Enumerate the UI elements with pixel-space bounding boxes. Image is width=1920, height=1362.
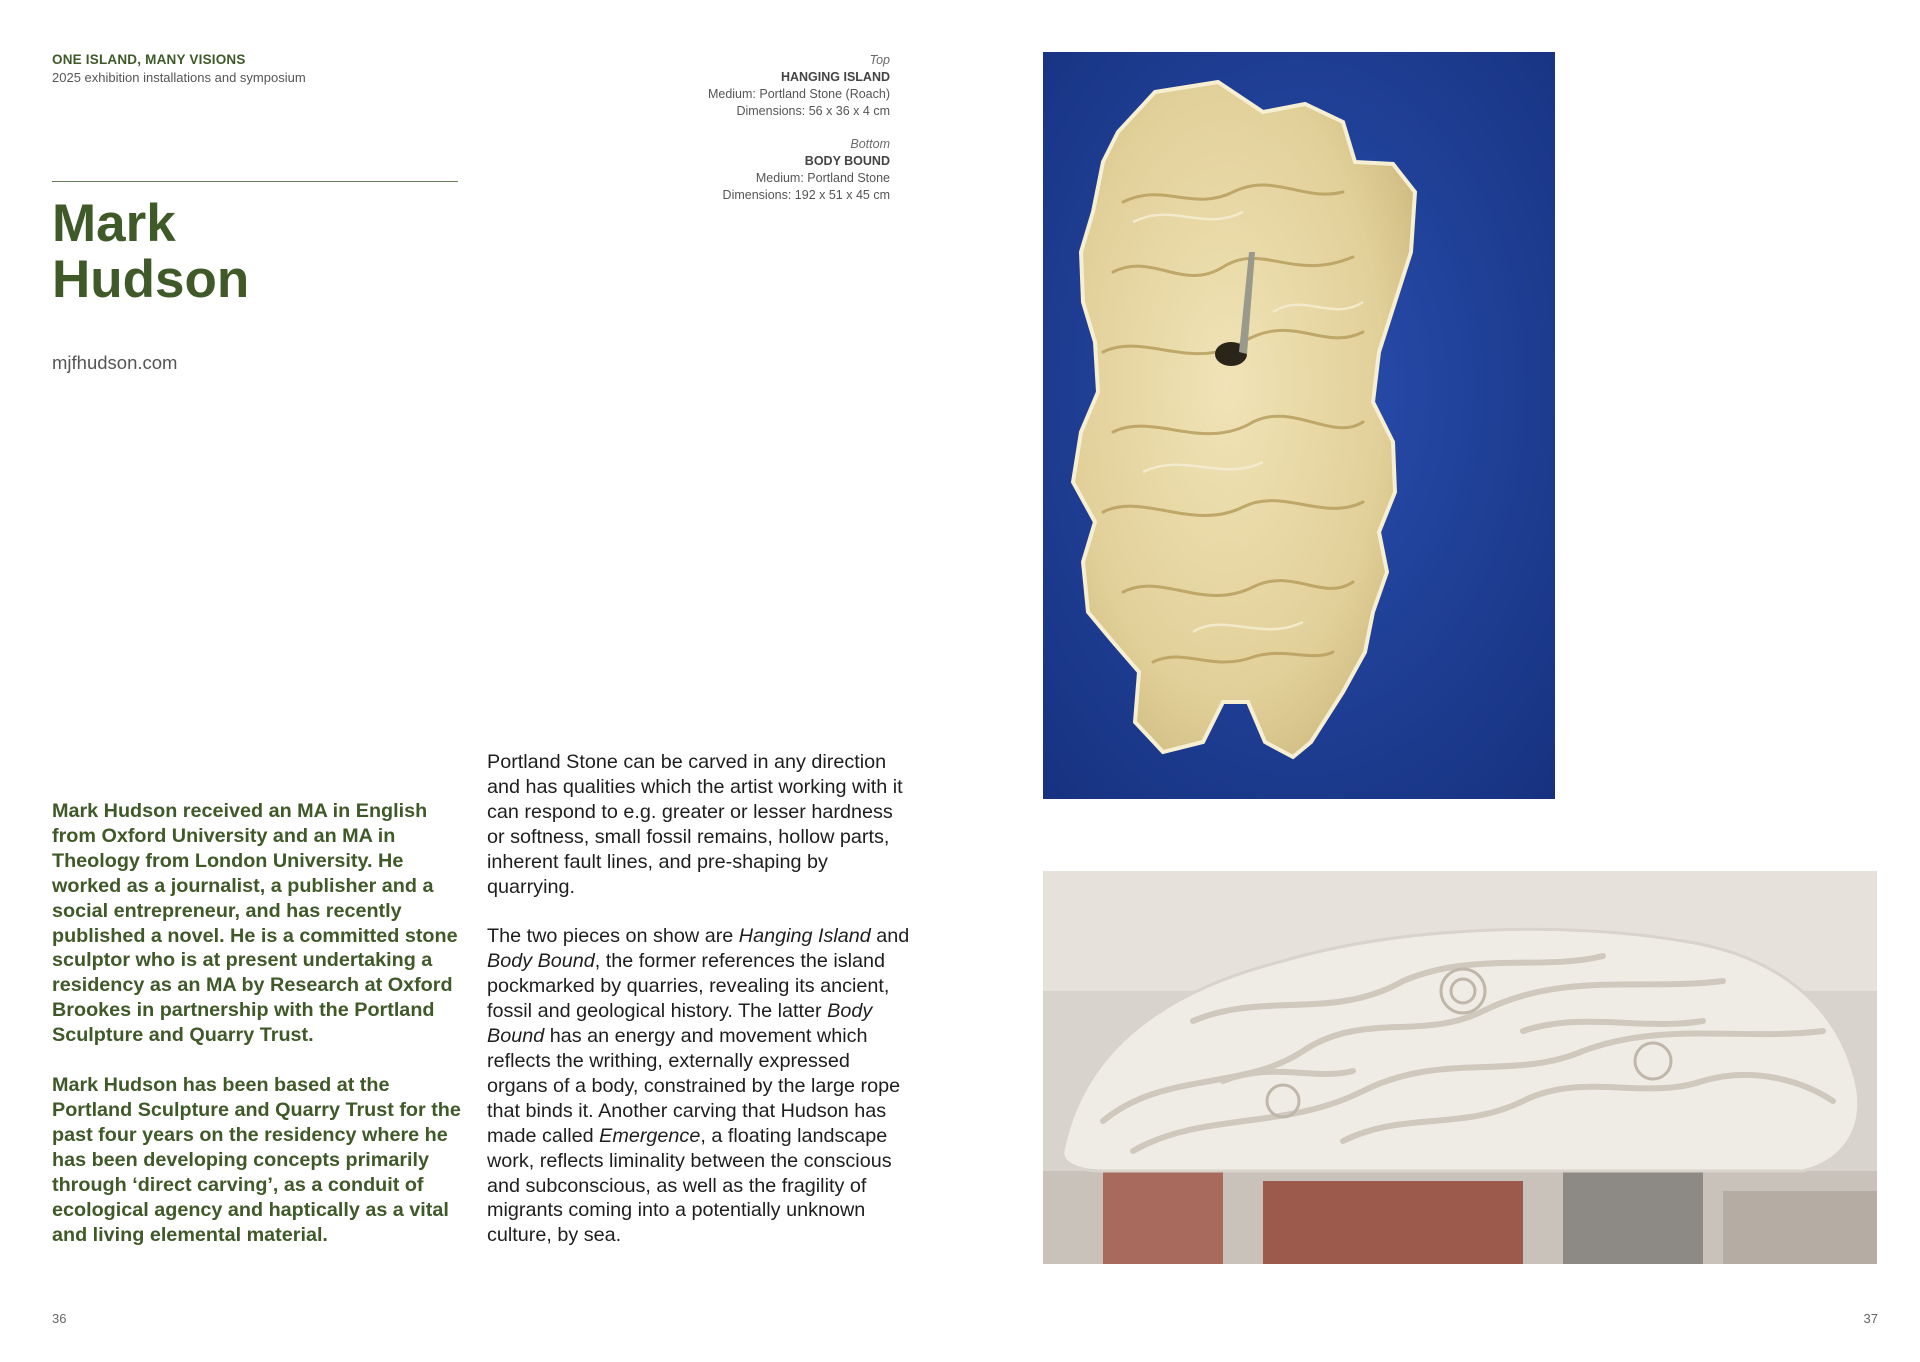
series-title: ONE ISLAND, MANY VISIONS [52,52,246,67]
caption-position: Bottom [850,137,890,151]
page-number-right: 37 [1863,1311,1878,1326]
artist-name [52,196,249,308]
work-title: Hanging Island [738,925,871,948]
artist-bio [52,799,472,1247]
text-run: The two pieces on show are [487,925,739,948]
text-run: , the former references the island pockmarked by quarries, revealing its ancient, fossil and geological history. The latter [487,950,890,1023]
artist-last-name: Hudson [52,250,250,309]
bio-paragraph: Mark Hudson has been based at the Portland Sculpture and Quarry Trust for the past four years on the residency where he has been developing concepts primarily through ‘direct carving’, as a conduit of ecological agency and haptically as a vital and living elemental material. [52,1074,461,1246]
hanging-island-photo [1043,52,1555,799]
work-title: Emergence [599,1124,701,1147]
caption-dimensions: Dimensions: 192 x 51 x 45 cm [722,188,890,202]
body-bound-illustration [1043,871,1877,1264]
text-run: and [870,925,910,948]
text-run: has an energy and movement which reflects the writhing, externally expressed organs of a body, constrained by the large rope that binds it. Another carving that Hudson has made called [487,1025,901,1147]
work-title: Body Bound [487,1000,873,1048]
divider-rule [52,181,458,182]
artist-first-name: Mark [52,194,176,253]
work-title: Body Bound [487,950,595,973]
caption-dimensions: Dimensions: 56 x 36 x 4 cm [736,104,890,118]
hanging-island-illustration [1043,52,1555,799]
artwork-description [487,750,912,1248]
page-number-left: 36 [52,1311,67,1326]
series-subtitle: 2025 exhibition installations and symposium [52,70,306,85]
caption-top [590,52,890,120]
caption-position: Top [869,53,890,67]
body-bound-photo [1043,871,1877,1264]
bio-paragraph: Mark Hudson received an MA in English from Oxford University and an MA in Theology from London University. He worked as a journalist, a publisher and a social entrepreneur, and has recently published a novel. He is a committed stone sculptor who is at present undertaking a residency as an MA by Research at Oxford Brookes in partnership with the Portland Sculpture and Quarry Trust. [52,800,458,1047]
caption-medium: Medium: Portland Stone (Roach) [707,87,890,101]
caption-title: HANGING ISLAND [780,70,890,84]
text-run: , a floating landscape work, reflects liminality between the conscious and subconscious, as well as the fragility of migrants coming into a potentially unknown culture, by sea. [487,1124,892,1247]
caption-title: BODY BOUND [804,154,890,168]
description-paragraph [487,924,912,1248]
caption-medium: Medium: Portland Stone [755,171,890,185]
description-paragraph: Portland Stone can be carved in any direction and has qualities which the artist working with it can respond to e.g. greater or lesser hardness or softness, small fossil remains, hollow parts, inherent fault lines, and pre-shaping by quarrying. [487,751,903,898]
artist-website-link[interactable]: mjfhudson.com [52,352,178,373]
caption-bottom [590,136,890,204]
image-captions [590,52,890,204]
